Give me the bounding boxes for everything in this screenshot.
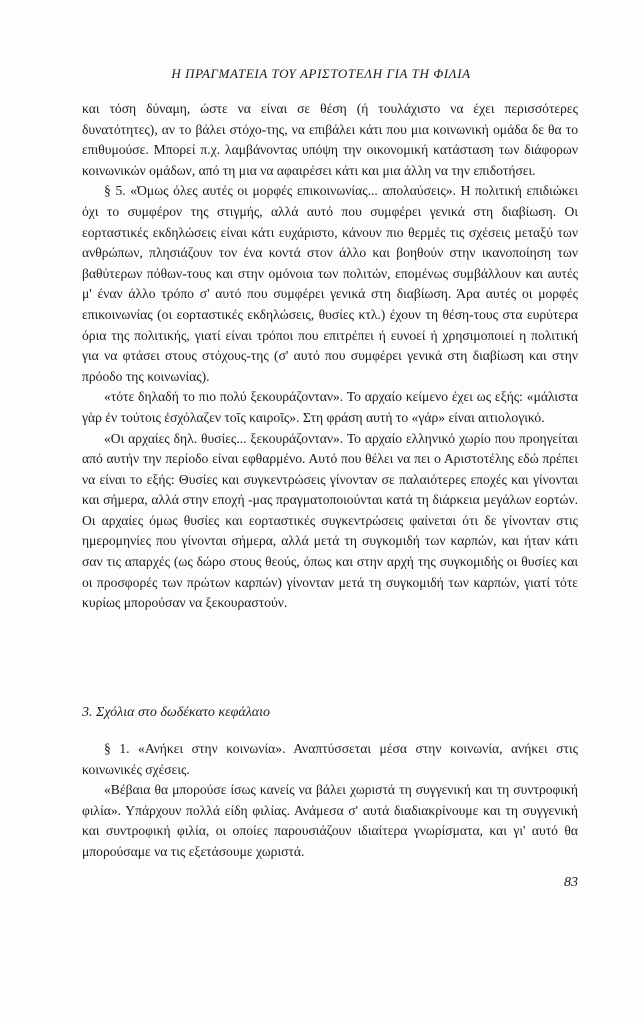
commentary-text-lower	[82, 739, 578, 863]
paragraph-tote-diladi: «τότε δηλαδή το πιο πολύ ξεκουράζονταν». Το αρχαίο κείμενο έχει ως εξής: «μάλιστα γὰρ ἐν τούτοις ἐσχόλαζεν τοῖς καιροῖς». Στη φράση αυτή το «γάρ» είναι αιτιολογικό.	[82, 389, 578, 425]
paragraph-continuation: και τόση δύναμη, ώστε να είναι σε θέση (ή τουλάχιστο να έχει περισσότερες δυνατότητες), αν το βάλει στόχο-της, να επιβάλει κάτι που μια κοινωνική ομάδα δε θα το επιθυμούσε. Μπορεί π.χ. λαμβάνοντας υπόψη την οικονομική κατάσταση των διάφορων κοινωνικών ομάδων, από τη μια να αφαιρέσει κάτι και μια άλλη να την επιδοτήσει.	[82, 101, 578, 178]
paragraph-archaies-thysies: «Οι αρχαίες δηλ. θυσίες... ξεκουράζονταν». Το αρχαίο ελληνικό χωρίο που προηγείται από αυτήν την περίοδο είναι εφθαρμένο. Αυτό που θέλει να πει ο Αριστοτέλης εδώ πρέπει να είναι το εξής: Θυσίες και συγκεντρώσεις γίνονταν σε παλαιότερες εποχές και γίνονται και σήμερα, αλλά στην εποχή -μας πραγματοποιούνται κατά τη διάρκεια μεγάλων εορτών. Οι αρχαίες όμως θυσίες και εορταστικές συγκεντρώσεις φαίνεται ότι δε γίνονταν στις ημερομηνίες που γίνονται σήμερα, αλλά μετά τη συγκομιδή των καρπών, και ήταν κάτι σαν τις απαρχές (ως δώρο στους θεούς, όπως και στην αρχή της συγκομιδής οι θυσίες και οι προσφορές των πρώτων καρπών) γίνονταν μετά τη συγκομιδή των καρπών, γιατί τότε κυρίως μπορούσαν να ξεκουραστούν.	[82, 430, 578, 611]
commentary-text-upper	[82, 99, 578, 614]
paragraph-section-5: § 5. «Όμως όλες αυτές οι μορφές επικοινωνίας... απολαύσεις». Η πολιτική επιδιώκει όχι το συμφέρον της στιγμής, αλλά αυτό που συμφέρει γενικά στη διαβίωση. Οι εορταστικές εκδηλώσεις είναι κάτι ευχάριστο, κάνουν πιο θερμές τις σχέσεις μεταξύ των ανθρώπων, πλησιάζουν τον ένα κοντά στον άλλο και βοηθούν στην ικανοποίηση των βαθύτερων πόθων-τους και στην ομόνοια των πολιτών, επομένως συμβάλλουν και αυτές μ' έναν άλλο τρόπο σ' αυτό που συμφέρει γενικά στη διαβίωση. Άρα αυτές οι μορφές επικοινωνίας (οι εορταστικές εκδηλώσεις, θυσίες κτλ.) έχουν τη θέση-τους στα ευρύτερα όρια της πολιτικής, γιατί είναι τρόποι που επιτρέπει ή ευνοεί ή χρησιμοποιεί η πολιτική για να φτάσει στους στόχους-της (σ' αυτό που συμφέρει γενικά στη διαβίωση και στην πρόοδο της κοινωνίας).	[82, 183, 578, 384]
running-head: Η ΠΡΑΓΜΑΤΕΙΑ ΤΟΥ ΑΡΙΣΤΟΤΕΛΗ ΓΙΑ ΤΗ ΦΙΛΙΑ	[171, 66, 471, 81]
paragraph-vevaia: «Βέβαια θα μπορούσε ίσως κανείς να βάλει χωριστά τη συγγενική και τη συντροφική φιλία». Υπάρχουν πολλά είδη φιλίας. Ανάμεσα σ' αυτά διαδιακρίνουμε και τη συγγενική και συντροφική φιλία, οι οποίες παρουσιάζουν ιδιαίτερα γνωρίσματα, και γι' αυτό θα μπορούσαμε να τις εξετάσουμε χωριστά.	[82, 782, 578, 859]
page-number: 83	[564, 875, 578, 890]
section-heading: 3. Σχόλια στο δωδέκατο κεφάλαιο	[82, 705, 271, 720]
paragraph-section-1: § 1. «Ανήκει στην κοινωνία». Αναπτύσσεται μέσα στην κοινωνία, ανήκει στις κοινωνικές σχέσεις.	[82, 741, 578, 777]
